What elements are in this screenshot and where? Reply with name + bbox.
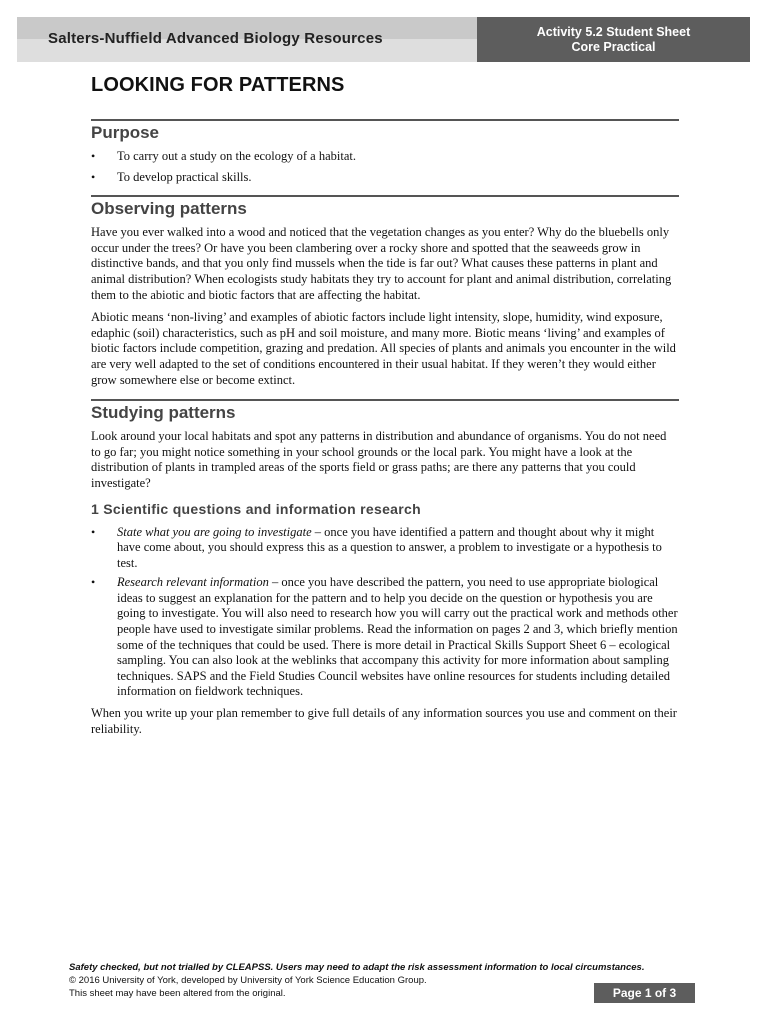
studying-section xyxy=(91,399,679,737)
paragraph: Abiotic means ‘non-living’ and examples of abiotic factors include light intensity, slope, humidity, wind exposure, edaphic (soil) characteristics, such as pH and soil moisture, and many more. Biotic means ‘living’ and examples of biotic factors include competition, grazing and predation. All species of plants and animals you encounter in the wild are very well adapted to the set of conditions encountered in their usual habitat. If they weren’t they would either grow somewhere else or become extinct. xyxy=(91,310,676,387)
activity-line-2: Core Practical xyxy=(571,40,656,54)
list-item xyxy=(91,525,679,572)
purpose-list xyxy=(91,149,679,185)
subheading: 1 Scientific questions and information research xyxy=(91,500,421,517)
paragraph: Have you ever walked into a wood and noticed that the vegetation changes as you enter? Why do the bluebells only occur under the trees? Or have you been clambering over a rocky shore and spotted that the seaweeds grow in distinctive bands, and that you only find mussels when the tide is far out? What causes these patterns in plant and animal distribution? When ecologists study habitats they try to account for plant and animal distribution, correlating them to the abiotic and biotic factors that are affecting the habitat. xyxy=(91,225,672,302)
page-number: Page 1 of 3 xyxy=(594,983,695,1003)
brand-band xyxy=(17,17,477,62)
research-list xyxy=(91,525,679,701)
document-body xyxy=(91,74,679,744)
observing-heading: Observing patterns xyxy=(91,199,247,219)
safety-note: Safety checked, but not trialled by CLEAPSS. Users may need to adapt the risk assessment information to local circumstances. xyxy=(69,962,645,973)
purpose-heading: Purpose xyxy=(91,123,160,142)
observing-section xyxy=(91,195,679,388)
paragraph: Look around your local habitats and spot any patterns in distribution and abundance of organisms. You do not need to go far; you might notice something in your school grounds or the local park. You might have a look at the distribution of plants in trampled areas of the sports field or grass paths; are there any patterns that you could investigate? xyxy=(91,429,667,490)
list-item: • To carry out a study on the ecology of a habitat. xyxy=(91,149,679,165)
bullet-lead: State what you are going to investigate xyxy=(117,524,312,539)
bullet-text: – once you have identified a pattern and thought about why it might have come about, you should express this as a question to answer, a problem to investigate or a hypothesis to test. xyxy=(117,524,662,570)
altered-note: This sheet may have been altered from the original. xyxy=(69,988,286,999)
activity-badge xyxy=(477,17,750,62)
bullet-text: – once you have described the pattern, you need to use appropriate biological ideas to suggest an explanation for the pattern and to help you decide on the question or hypothesis you are going to investigate. You will also need to research how you will carry out the practical work and methods other people have used to investigate similar problems. Read the information on pages 2 and 3, which briefly mention some of the techniques that could be used. There is more detail in Practical Skills Support Sheet 6 – ecological sampling. You can also look at the weblinks that accompany this activity for more information about sampling techniques. SAPS and the Field Studies Council websites have online resources for students including detailed information on fieldwork techniques. xyxy=(117,575,678,699)
paragraph: When you write up your plan remember to give full details of any information sources you use and comment on their reliability. xyxy=(91,706,677,736)
page-header xyxy=(17,17,750,62)
page-title: LOOKING FOR PATTERNS xyxy=(91,74,345,96)
list-item xyxy=(91,575,679,700)
brand-title: Salters-Nuffield Advanced Biology Resources xyxy=(48,30,383,47)
list-item: • To develop practical skills. xyxy=(91,170,679,186)
studying-heading: Studying patterns xyxy=(91,403,236,423)
activity-line-1: Activity 5.2 Student Sheet xyxy=(536,25,691,39)
purpose-section xyxy=(91,119,679,185)
bullet-lead: Research relevant information xyxy=(117,575,269,590)
copyright-note: © 2016 University of York, developed by University of York Science Education Group. xyxy=(69,975,427,986)
